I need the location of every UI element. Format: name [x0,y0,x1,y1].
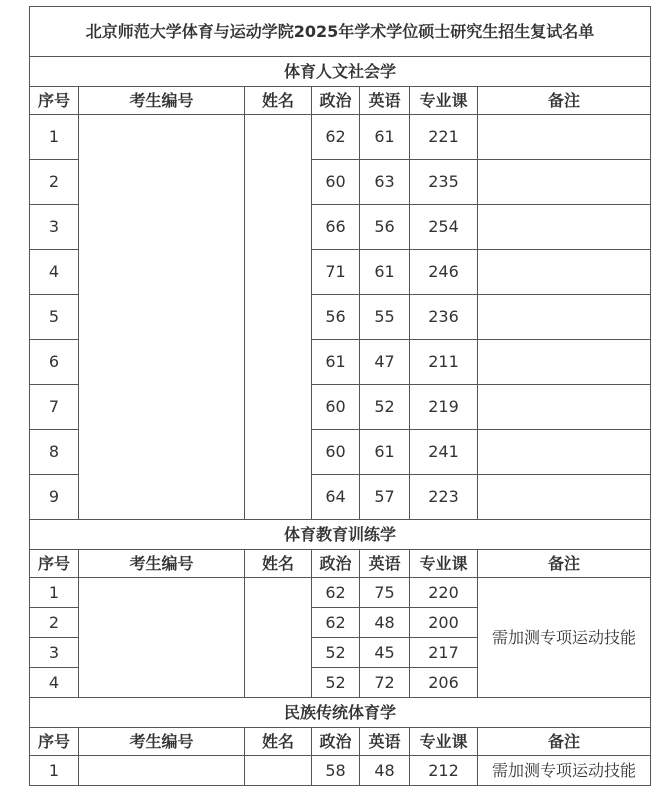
cell-major: 206 [410,668,478,698]
cell-note [478,430,651,475]
cell-index: 4 [30,668,79,698]
cell-name [245,578,312,608]
header-index: 序号 [30,728,79,756]
cell-name [245,160,312,205]
cell-index: 1 [30,115,79,160]
cell-exam-id [79,115,245,160]
cell-name [245,295,312,340]
cell-name [245,250,312,295]
header-english: 英语 [360,87,410,115]
cell-english: 52 [360,385,410,430]
cell-name [245,385,312,430]
cell-note [478,160,651,205]
cell-politics: 52 [312,638,360,668]
cell-name [245,205,312,250]
cell-major: 212 [410,756,478,786]
header-english: 英语 [360,728,410,756]
cell-major: 211 [410,340,478,385]
column-header-row [30,728,651,756]
cell-note [478,475,651,520]
cell-index: 3 [30,205,79,250]
cell-index: 9 [30,475,79,520]
cell-name [245,756,312,786]
cell-major: 246 [410,250,478,295]
cell-exam-id [79,430,245,475]
cell-exam-id [79,668,245,698]
cell-exam-id [79,340,245,385]
cell-english: 55 [360,295,410,340]
cell-major: 219 [410,385,478,430]
cell-politics: 60 [312,430,360,475]
cell-index: 2 [30,160,79,205]
cell-exam-id [79,160,245,205]
cell-politics: 56 [312,295,360,340]
cell-index: 4 [30,250,79,295]
cell-politics: 58 [312,756,360,786]
admission-list [29,6,651,786]
header-name: 姓名 [245,550,312,578]
section-title: 民族传统体育学 [30,698,651,728]
cell-index: 1 [30,578,79,608]
cell-name [245,430,312,475]
table-row [30,385,651,430]
header-index: 序号 [30,550,79,578]
section-title: 体育人文社会学 [30,57,651,87]
cell-english: 61 [360,115,410,160]
cell-politics: 52 [312,668,360,698]
cell-english: 45 [360,638,410,668]
cell-index: 1 [30,756,79,786]
cell-note [478,115,651,160]
cell-note [478,385,651,430]
cell-politics: 62 [312,115,360,160]
cell-exam-id [79,250,245,295]
cell-index: 8 [30,430,79,475]
table-row [30,295,651,340]
cell-major: 200 [410,608,478,638]
cell-name [245,668,312,698]
header-exam-id: 考生编号 [79,728,245,756]
table-row [30,578,651,608]
cell-note: 需加测专项运动技能 [478,578,651,698]
cell-politics: 64 [312,475,360,520]
cell-exam-id [79,578,245,608]
cell-note [478,295,651,340]
cell-major: 221 [410,115,478,160]
cell-english: 47 [360,340,410,385]
cell-index: 6 [30,340,79,385]
cell-exam-id [79,295,245,340]
cell-politics: 71 [312,250,360,295]
cell-name [245,608,312,638]
header-note: 备注 [478,728,651,756]
cell-major: 236 [410,295,478,340]
cell-name [245,340,312,385]
cell-major: 241 [410,430,478,475]
header-major: 专业课 [410,550,478,578]
cell-index: 3 [30,638,79,668]
table-row [30,756,651,786]
cell-note [478,250,651,295]
cell-exam-id [79,608,245,638]
cell-note [478,340,651,385]
retest-table [29,6,651,786]
cell-politics: 62 [312,578,360,608]
header-politics: 政治 [312,728,360,756]
header-name: 姓名 [245,728,312,756]
cell-politics: 66 [312,205,360,250]
table-row [30,250,651,295]
cell-english: 61 [360,430,410,475]
cell-politics: 62 [312,608,360,638]
header-exam-id: 考生编号 [79,550,245,578]
cell-politics: 61 [312,340,360,385]
table-row [30,115,651,160]
cell-major: 235 [410,160,478,205]
cell-exam-id [79,475,245,520]
header-english: 英语 [360,550,410,578]
cell-english: 56 [360,205,410,250]
cell-note: 需加测专项运动技能 [478,756,651,786]
cell-major: 217 [410,638,478,668]
cell-english: 63 [360,160,410,205]
section-title: 体育教育训练学 [30,520,651,550]
column-header-row [30,550,651,578]
header-note: 备注 [478,550,651,578]
cell-name [245,115,312,160]
cell-english: 48 [360,756,410,786]
table-row [30,340,651,385]
table-row [30,430,651,475]
header-index: 序号 [30,87,79,115]
cell-major: 220 [410,578,478,608]
cell-exam-id [79,385,245,430]
page-title: 北京师范大学体育与运动学院2025年学术学位硕士研究生招生复试名单 [30,7,651,57]
header-name: 姓名 [245,87,312,115]
cell-english: 72 [360,668,410,698]
table-row [30,205,651,250]
table-row [30,160,651,205]
header-major: 专业课 [410,87,478,115]
cell-politics: 60 [312,385,360,430]
cell-name [245,475,312,520]
cell-english: 61 [360,250,410,295]
cell-note [478,205,651,250]
cell-english: 57 [360,475,410,520]
header-major: 专业课 [410,728,478,756]
cell-exam-id [79,205,245,250]
cell-index: 2 [30,608,79,638]
cell-exam-id [79,756,245,786]
cell-politics: 60 [312,160,360,205]
cell-english: 75 [360,578,410,608]
header-note: 备注 [478,87,651,115]
header-exam-id: 考生编号 [79,87,245,115]
cell-english: 48 [360,608,410,638]
cell-name [245,638,312,668]
header-politics: 政治 [312,550,360,578]
cell-exam-id [79,638,245,668]
table-row [30,475,651,520]
cell-index: 7 [30,385,79,430]
header-politics: 政治 [312,87,360,115]
column-header-row [30,87,651,115]
cell-major: 254 [410,205,478,250]
cell-index: 5 [30,295,79,340]
cell-major: 223 [410,475,478,520]
